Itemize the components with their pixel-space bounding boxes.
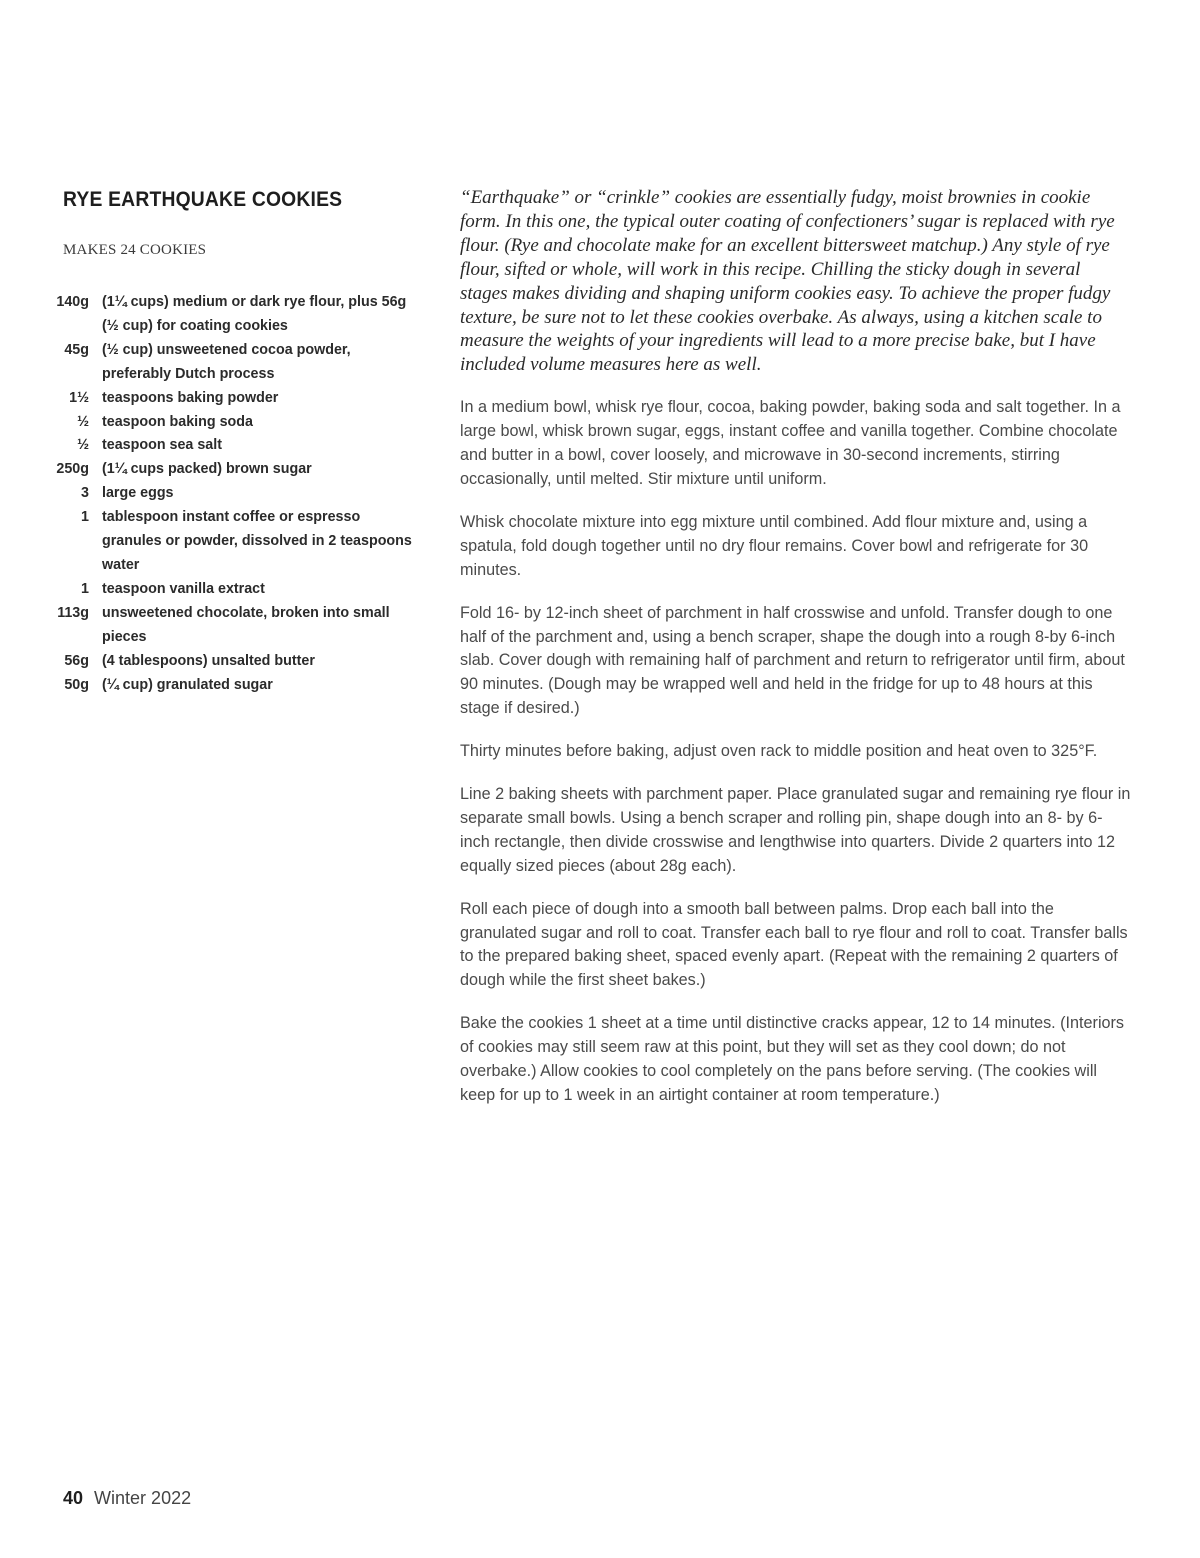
ingredient-quantity: 3 bbox=[81, 485, 89, 502]
ingredient-item bbox=[55, 291, 433, 339]
ingredient-description: teaspoon sea salt bbox=[102, 437, 222, 454]
ingredient-description: tablespoon instant coffee or espresso granules or powder, dissolved in 2 teaspoons water bbox=[102, 509, 412, 573]
ingredient-description: (4 tablespoons) unsalted butter bbox=[102, 652, 315, 669]
ingredient-quantity: 56g bbox=[64, 652, 89, 669]
ingredient-description: teaspoon vanilla extract bbox=[102, 580, 265, 597]
page-footer bbox=[63, 1488, 191, 1509]
ingredient-item bbox=[55, 387, 433, 411]
ingredient-description: (1¼ cups packed) brown sugar bbox=[102, 461, 312, 478]
instruction-step: Bake the cookies 1 sheet at a time until distinctive cracks appear, 12 to 14 minutes. (Interiors of cookies may still seem raw at this point, but they will set as they cool down; do not overbake.) Allow cookies to cool completely on the pans before serving. (The cookies will keep for up to 1 week in an airtight container at room temperature.) bbox=[460, 1014, 1125, 1104]
ingredient-quantity: 45g bbox=[64, 341, 89, 358]
ingredient-description: (1¼ cups) medium or dark rye flour, plus 56g (½ cup) for coating cookies bbox=[102, 294, 407, 334]
ingredient-quantity: 250g bbox=[56, 461, 89, 478]
ingredient-quantity: ½ bbox=[77, 413, 89, 430]
ingredient-item bbox=[55, 674, 433, 698]
ingredients-column bbox=[56, 188, 433, 697]
ingredient-description: teaspoon baking soda bbox=[102, 413, 253, 430]
ingredient-quantity: 1½ bbox=[69, 389, 89, 406]
ingredient-item bbox=[55, 339, 433, 387]
ingredient-description: (¼ cup) granulated sugar bbox=[102, 676, 273, 693]
ingredient-description: unsweetened chocolate, broken into small pieces bbox=[102, 604, 390, 645]
ingredient-item bbox=[55, 650, 433, 674]
recipe-title: RYE EARTHQUAKE COOKIES bbox=[63, 188, 343, 211]
ingredient-item bbox=[55, 578, 433, 602]
ingredient-item bbox=[55, 458, 433, 482]
instruction-step: Thirty minutes before baking, adjust oven rack to middle position and heat oven to 325°F. bbox=[460, 742, 1098, 761]
instruction-step: Roll each piece of dough into a smooth ball between palms. Drop each ball into the granulated sugar and roll to coat. Transfer each ball to rye flour and roll to coat. Transfer balls to the prepared baking sheet, spaced evenly apart. (Repeat with the remaining 2 quarters of dough while the first sheet bakes.) bbox=[460, 899, 1128, 990]
ingredient-item bbox=[55, 482, 433, 506]
recipe-intro: “Earthquake” or “crinkle” cookies are essentially fudgy, moist brownies in cookie form. In this one, the typical outer coating of confectioners’ sugar is replaced with rye flour. (Rye and chocolate make for an excellent bittersweet matchup.) Any style of rye flour, sifted or whole, will work in this recipe. Chilling the sticky dough in several stages makes dividing and shaping uniform cookies easy. To achieve the proper fudgy texture, be sure not to let these cookies overbake. As always, using a kitchen scale to measure the weights of your ingredients will lead to a more precise bake, but I have included volume measures here as well. bbox=[460, 187, 1115, 376]
instruction-step: Whisk chocolate mixture into egg mixture until combined. Add flour mixture and, using a spatula, fold dough together until no dry flour remains. Cover bowl and refrigerate for 30 minutes. bbox=[460, 512, 1089, 579]
ingredient-quantity: 50g bbox=[64, 676, 89, 693]
ingredient-item bbox=[55, 411, 433, 435]
ingredient-quantity: 1 bbox=[81, 580, 89, 597]
page-number: 40 bbox=[63, 1488, 84, 1508]
ingredient-quantity: ½ bbox=[77, 437, 89, 454]
instruction-step: Fold 16- by 12-inch sheet of parchment in half crosswise and unfold. Transfer dough to one half of the parchment and, using a bench scraper, shape the dough into a rough 8-by 6-inch slab. Cover dough with remaining half of parchment and return to refrigerator until firm, about 90 minutes. (Dough may be wrapped well and held in the fridge for up to 48 hours at this stage if desired.) bbox=[460, 603, 1125, 718]
ingredient-item bbox=[55, 506, 433, 578]
ingredient-description: teaspoons baking powder bbox=[102, 389, 279, 406]
ingredient-list bbox=[55, 291, 433, 697]
instruction-step: In a medium bowl, whisk rye flour, cocoa, baking powder, baking soda and salt together. In a large bowl, whisk brown sugar, eggs, instant coffee and vanilla together. Combine chocolate and butter in a bowl, cover loosely, and microwave in 30-second increments, stirring occasionally, until melted. Stir mixture until uniform. bbox=[460, 398, 1121, 488]
ingredient-quantity: 140g bbox=[56, 294, 89, 310]
ingredient-item bbox=[55, 434, 433, 458]
ingredient-quantity: 1 bbox=[81, 509, 89, 526]
recipe-yield: MAKES 24 COOKIES bbox=[63, 242, 207, 258]
issue-label: Winter 2022 bbox=[94, 1488, 192, 1508]
instruction-step: Line 2 baking sheets with parchment paper. Place granulated sugar and remaining rye flour in separate small bowls. Using a bench scraper and rolling pin, shape dough into an 8- by 6-inch rectangle, then divide crosswise and lengthwise into quarters. Divide 2 quarters into 12 equally sized pieces (about 28g each). bbox=[460, 785, 1131, 875]
ingredient-description: (½ cup) unsweetened cocoa powder, preferably Dutch process bbox=[102, 341, 351, 382]
ingredient-item bbox=[55, 602, 433, 650]
ingredient-description: large eggs bbox=[102, 485, 174, 502]
instructions-column bbox=[460, 186, 1132, 1108]
ingredient-quantity: 113g bbox=[57, 604, 89, 621]
